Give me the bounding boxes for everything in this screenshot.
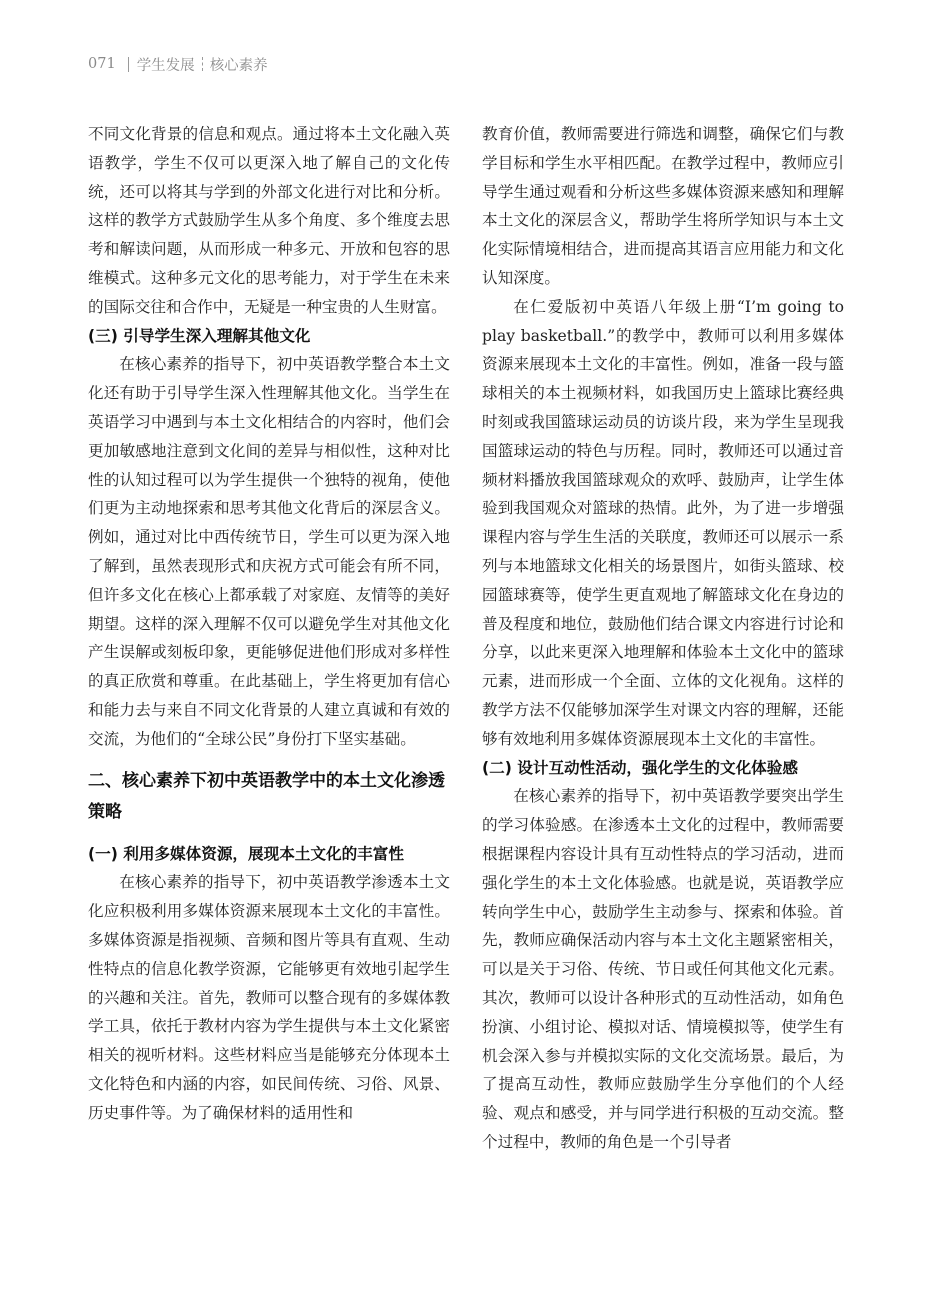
section-heading: (三) 引导学生深入理解其他文化	[88, 326, 311, 345]
paragraph: 在核心素养的指导下，初中英语教学要突出学生的学习体验感。在渗透本土文化的过程中，教师需要根据课程内容设计具有互动性特点的学习活动，进而强化学生的本土文化体验感。也就是说，英语教学应转向学生中心，鼓励学生主动参与、探索和体验。首先，教师应确保活动内容与本土文化主题紧密相关，可以是关于习俗、传统、节日或任何其他文化元素。其次，教师可以设计各种形式的互动性活动，如角色扮演、小组讨论、模拟对话、情境模拟等，使学生有机会深入参与并模拟实际的文化交流场景。最后，为了提高互动性，教师应鼓励学生分享他们的个人经验、观点和感受，并与同学进行积极的互动交流。整个过程中，教师的角色是一个引导者	[482, 787, 844, 1151]
section-heading: (一) 利用多媒体资源，展现本土文化的丰富性	[88, 844, 404, 863]
header-divider	[128, 57, 129, 72]
paragraph: 在仁爱版初中英语八年级上册“I’m going to play basketball.”的教学中，教师可以利用多媒体资源来展现本土文化的丰富性。例如，准备一段与篮球相关的本土视频材料，如我国历史上篮球比赛经典时刻或我国篮球运动员的访谈片段，来为学生呈现我国篮球运动的特色与历程。同时，教师还可以通过音频材料播放我国篮球观众的欢呼、鼓励声，让学生体验到我国观众对篮球的热情。此外，为了进一步增强课程内容与学生生活的关联度，教师还可以展示一系列与本地篮球文化相关的场景图片，如街头篮球、校园篮球赛等，使学生更直观地了解篮球文化在身边的普及程度和地位，鼓励他们结合课文内容进行讨论和分享，以此来更深入地理解和体验本土文化中的篮球元素，进而形成一个全面、立体的文化视角。这样的教学方法不仅能够加深学生对课文内容的理解，还能够有效地利用多媒体资源展现本土文化的丰富性。	[482, 297, 844, 748]
running-header	[88, 52, 268, 76]
left-column	[88, 120, 450, 1128]
paragraph: 在核心素养的指导下，初中英语教学渗透本土文化应积极利用多媒体资源来展现本土文化的丰富性。多媒体资源是指视频、音频和图片等具有直观、生动性特点的信息化教学资源，它能够更有效地引起学生的兴趣和关注。首先，教师可以整合现有的多媒体教学工具，依托于教材内容为学生提供与本土文化紧密相关的视听材料。这些材料应当是能够充分体现本土文化特色和内涵的内容，如民间传统、习俗、风景、历史事件等。为了确保材料的适用性和	[88, 873, 450, 1122]
header-section: 学生发展	[136, 57, 195, 74]
page-number: 071	[88, 56, 116, 72]
header-subsection: 核心素养	[209, 57, 268, 74]
paragraph: 不同文化背景的信息和观点。通过将本土文化融入英语教学，学生不仅可以更深入地了解自己的文化传统，还可以将其与学到的外部文化进行对比和分析。这样的教学方式鼓励学生从多个角度、多个维度去思考和解读问题，从而形成一种多元、开放和包容的思维模式。这种多元文化的思考能力，对于学生在未来的国际交往和合作中，无疑是一种宝贵的人生财富。	[88, 125, 450, 316]
paragraph: 在核心素养的指导下，初中英语教学整合本土文化还有助于引导学生深入性理解其他文化。当学生在英语学习中遇到与本土文化相结合的内容时，他们会更加敏感地注意到文化间的差异与相似性，这种对比性的认知过程可以为学生提供一个独特的视角，使他们更为主动地探索和思考其他文化背后的深层含义。例如，通过对比中西传统节日，学生可以更为深入地了解到，虽然表现形式和庆祝方式可能会有所不同，但许多文化在核心上都承载了对家庭、友情等的美好期望。这样的深入理解不仅可以避免学生对其他文化产生误解或刻板印象，更能够促进他们形成对多样性的真正欣赏和尊重。在此基础上，学生将更加有信心和能力去与来自不同文化背景的人建立真诚和有效的交流，为他们的“全球公民”身份打下坚实基础。	[88, 355, 450, 748]
chapter-heading: 二、核心素养下初中英语教学中的本土文化渗透策略	[88, 770, 445, 822]
header-divider-dashed	[202, 57, 203, 71]
section-heading: (二) 设计互动性活动，强化学生的文化体验感	[482, 758, 798, 777]
right-column	[482, 120, 844, 1157]
paragraph: 教育价值，教师需要进行筛选和调整，确保它们与教学目标和学生水平相匹配。在教学过程中，教师应引导学生通过观看和分析这些多媒体资源来感知和理解本土文化的深层含义，帮助学生将所学知识与本土文化实际情境相结合，进而提高其语言应用能力和文化认知深度。	[482, 125, 844, 287]
